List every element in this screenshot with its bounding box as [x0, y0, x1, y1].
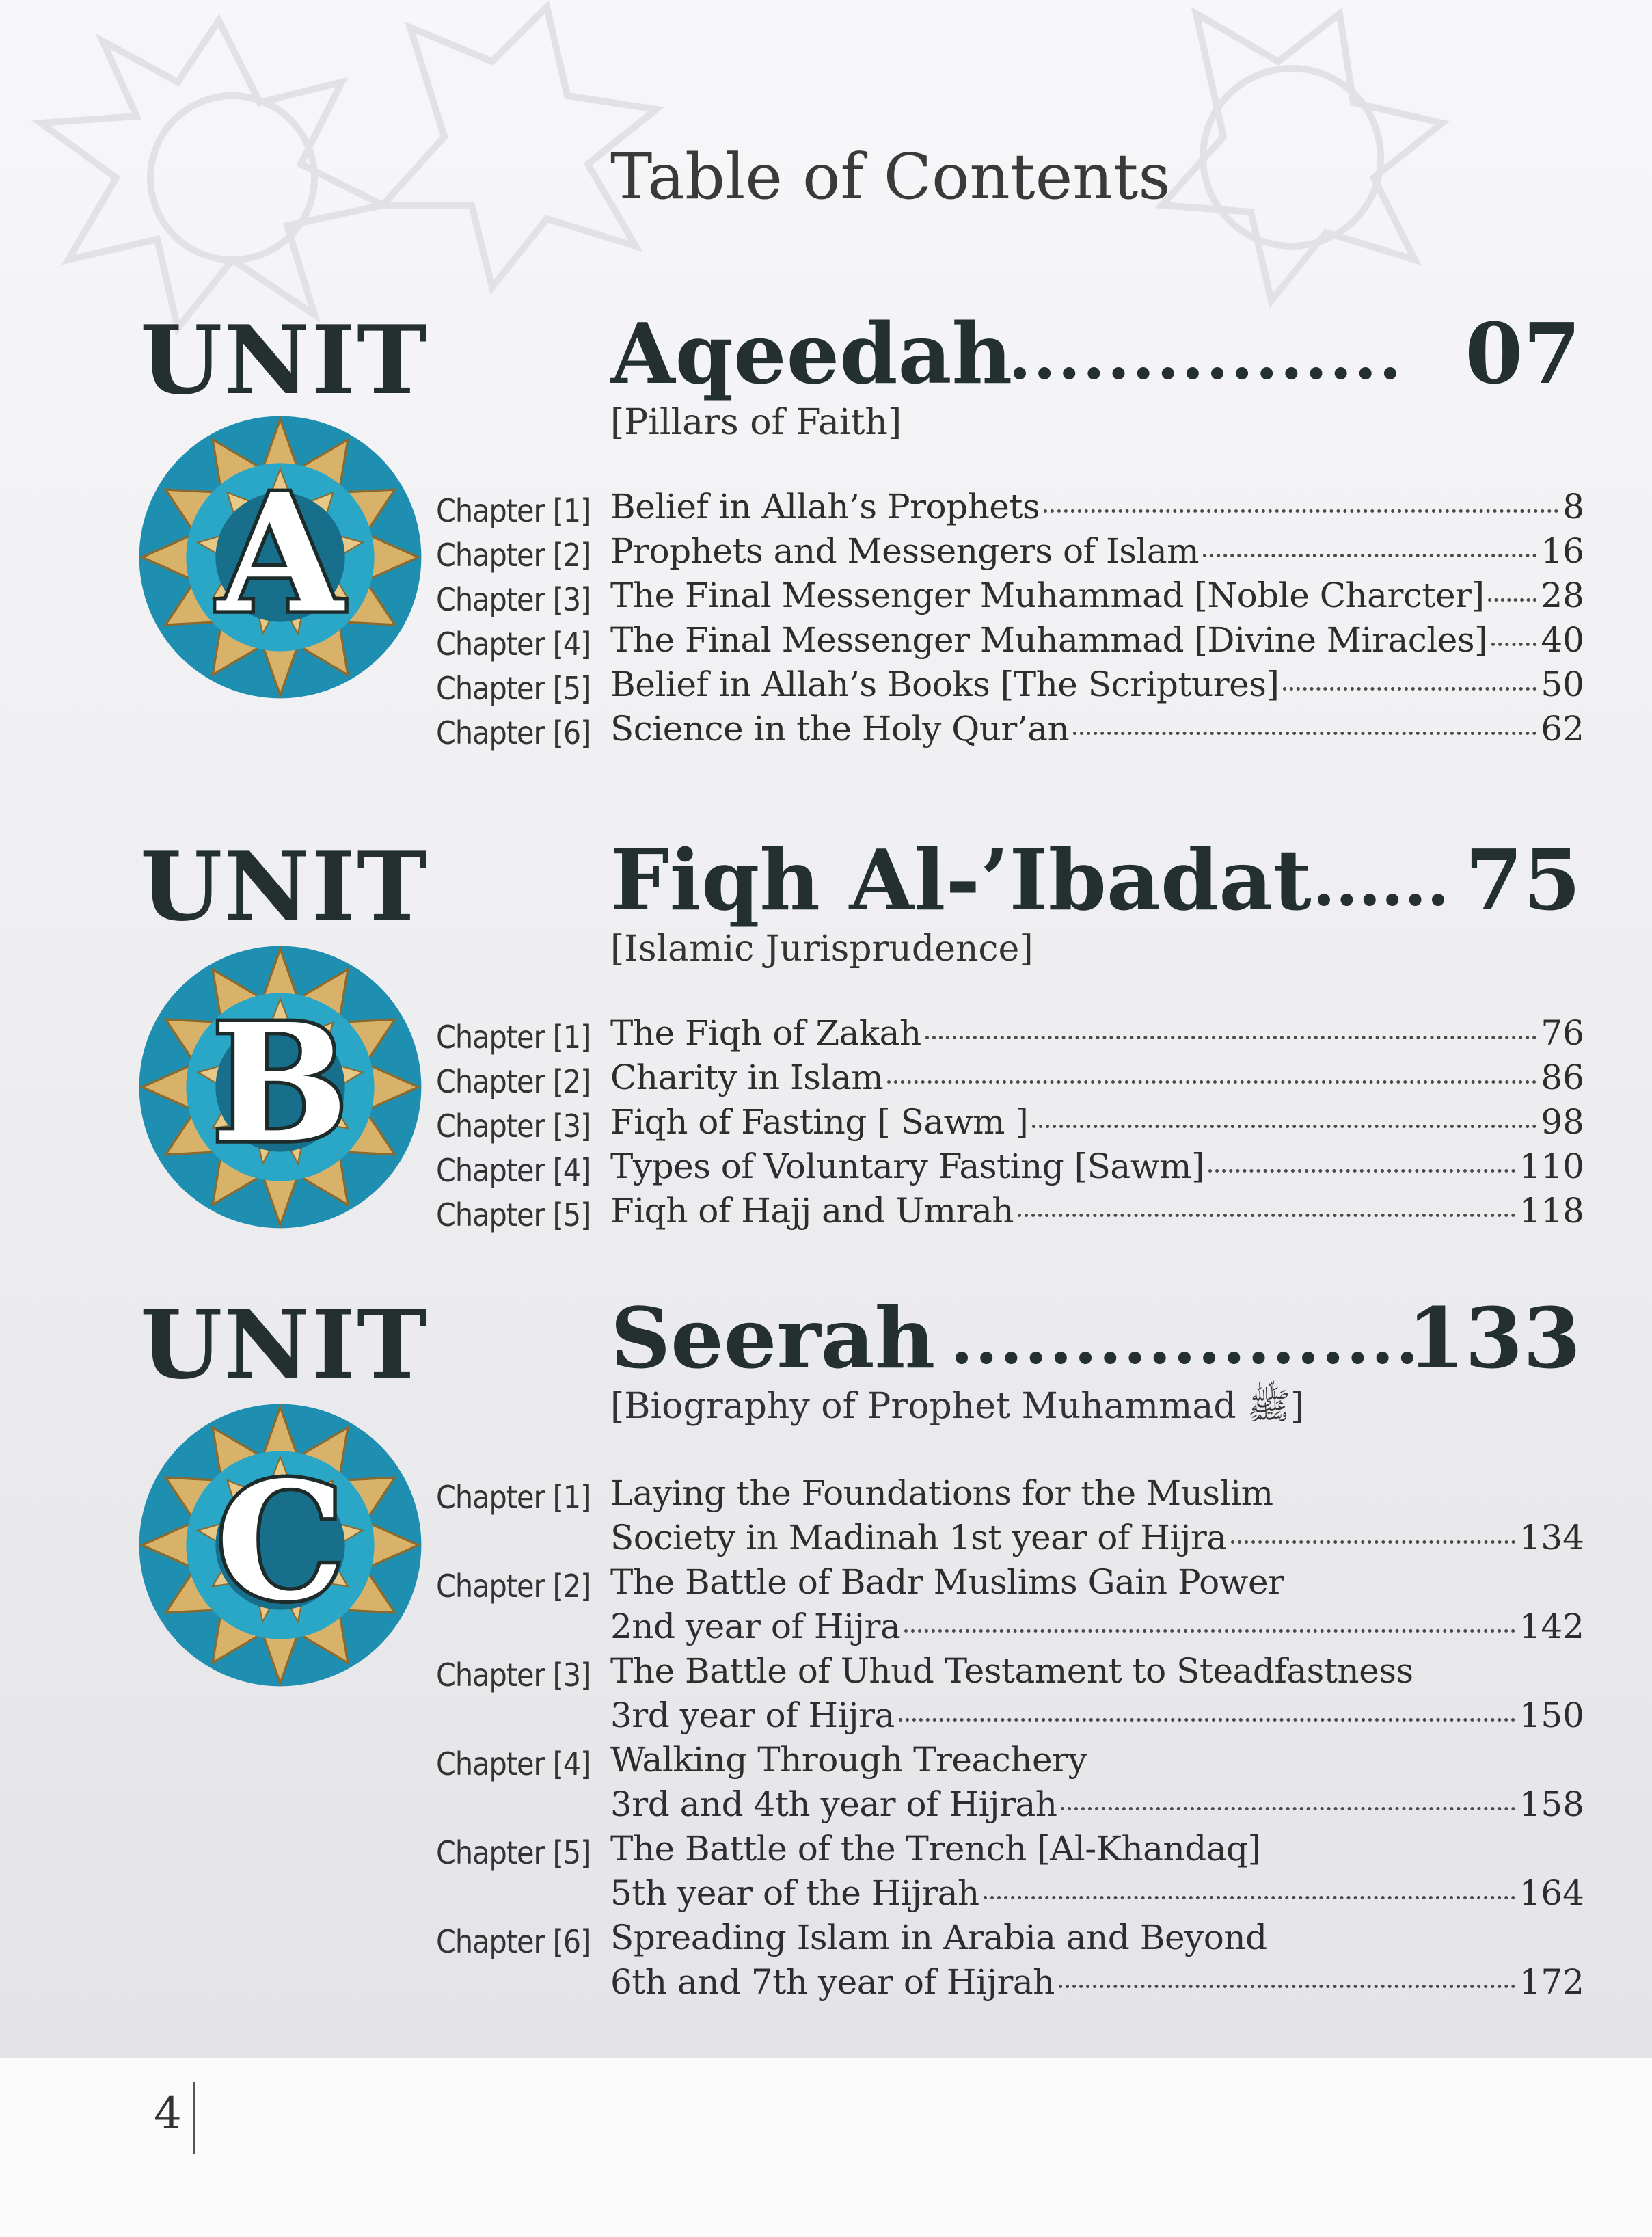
unit-c-subtitle: [Biography of Prophet Muhammad ﷺ] — [610, 1386, 1305, 1427]
leader-dots — [1032, 1125, 1536, 1128]
chapter-title: Belief in Allah’s Books [The Scriptures] — [610, 665, 1279, 704]
chapter-label: Chapter [3] — [436, 581, 591, 618]
leader-dots — [1231, 1540, 1515, 1544]
chapter-title: Society in Madinah 1st year of Hijra — [610, 1518, 1227, 1557]
leader-dots — [1208, 1169, 1515, 1173]
chapter-label: Chapter [3] — [436, 1108, 591, 1144]
leader-dots — [904, 1629, 1515, 1633]
leader-dots — [1488, 598, 1536, 602]
chapter-title: 3rd year of Hijra — [610, 1696, 895, 1735]
chapter-title: The Final Messenger Muhammad [Divine Miracles] — [610, 620, 1488, 660]
leader-dots — [1203, 554, 1536, 557]
page-title: Table of Contents — [610, 140, 1171, 213]
chapter-label: Chapter [5] — [436, 1196, 591, 1233]
unit-word-a: UNIT — [140, 304, 429, 416]
unit-b-heading[interactable] — [610, 831, 1581, 929]
unit-b-title: Fiqh Al-’Ibadat — [610, 831, 1312, 929]
unit-b-subtitle: [Islamic Jurisprudence] — [610, 928, 1033, 969]
chapter-label: Chapter [5] — [436, 1834, 591, 1871]
chapter-page: 86 — [1541, 1058, 1584, 1097]
chapter-title: Fiqh of Fasting [ Sawm ] — [610, 1102, 1029, 1142]
toc-entry[interactable] — [610, 1696, 1584, 1739]
unit-b-page: 75 — [1465, 831, 1581, 929]
chapter-label: Chapter [6] — [436, 714, 591, 751]
unit-b-letter: B — [212, 988, 349, 1179]
chapter-title-line1: The Battle of the Trench [Al-Khandaq] — [610, 1829, 1261, 1868]
chapter-title-line1: The Battle of Badr Muslims Gain Power — [610, 1562, 1284, 1602]
chapter-title-line1: Laying the Foundations for the Muslim — [610, 1473, 1273, 1513]
chapter-page: 118 — [1519, 1191, 1584, 1231]
chapter-label: Chapter [4] — [436, 1745, 591, 1782]
footer-band — [0, 2058, 1652, 2237]
unit-c-badge — [133, 1398, 427, 1692]
unit-a-page: 07 — [1465, 304, 1581, 403]
chapter-label: Chapter [2] — [436, 537, 591, 574]
chapter-page: 158 — [1519, 1784, 1584, 1824]
chapter-page: 40 — [1541, 620, 1584, 660]
chapter-page: 76 — [1541, 1013, 1584, 1053]
unit-a-letter: A — [217, 458, 343, 649]
chapter-page: 142 — [1519, 1607, 1584, 1646]
unit-c-leader-dots — [956, 1342, 1413, 1364]
chapter-title: 3rd and 4th year of Hijrah — [610, 1784, 1057, 1824]
leader-dots — [1061, 1807, 1515, 1810]
leader-dots — [1283, 687, 1536, 691]
chapter-title: Belief in Allah’s Prophets — [610, 487, 1040, 526]
chapter-page: 110 — [1519, 1147, 1584, 1186]
toc-entry[interactable] — [610, 576, 1584, 619]
toc-entry[interactable] — [610, 1147, 1584, 1190]
toc-entry[interactable] — [610, 531, 1584, 575]
leader-dots — [1073, 732, 1536, 735]
unit-c-letter: C — [215, 1446, 345, 1637]
chapter-page: 134 — [1519, 1518, 1584, 1557]
leader-dots — [1059, 1985, 1515, 1988]
leader-dots — [1491, 643, 1536, 646]
toc-entry[interactable] — [610, 1518, 1584, 1562]
chapter-page: 50 — [1541, 665, 1584, 704]
chapter-label: Chapter [1] — [436, 1019, 591, 1056]
chapter-label: Chapter [2] — [436, 1568, 591, 1605]
toc-entry[interactable] — [610, 620, 1584, 664]
chapter-page: 16 — [1541, 531, 1584, 571]
unit-a-title: Aqeedah — [610, 304, 1013, 403]
toc-entry[interactable] — [610, 1013, 1584, 1057]
unit-c-heading[interactable] — [610, 1289, 1581, 1387]
chapter-title: 2nd year of Hijra — [610, 1607, 901, 1646]
chapter-title: Science in the Holy Qur’an — [610, 709, 1070, 749]
toc-entry[interactable] — [610, 709, 1584, 753]
chapter-label: Chapter [6] — [436, 1923, 591, 1960]
chapter-label: Chapter [3] — [436, 1657, 591, 1693]
unit-a-heading[interactable] — [610, 304, 1581, 403]
chapter-label: Chapter [2] — [436, 1063, 591, 1100]
unit-b-leader-dots — [1318, 884, 1444, 906]
chapter-page: 172 — [1519, 1962, 1584, 2002]
chapter-label: Chapter [4] — [436, 626, 591, 662]
chapter-page: 8 — [1562, 487, 1584, 526]
chapter-page: 164 — [1519, 1873, 1584, 1913]
chapter-page: 150 — [1519, 1696, 1584, 1735]
leader-dots — [899, 1718, 1515, 1722]
chapter-label: Chapter [1] — [436, 492, 591, 529]
chapter-title-line1: Spreading Islam in Arabia and Beyond — [610, 1918, 1267, 1957]
chapter-page: 28 — [1541, 576, 1584, 615]
unit-a-leader-dots — [1014, 358, 1396, 379]
toc-entry[interactable] — [610, 1607, 1584, 1650]
leader-dots — [887, 1080, 1536, 1084]
page-number: 4 — [154, 2089, 182, 2139]
leader-dots — [984, 1896, 1515, 1899]
leader-dots — [1018, 1214, 1515, 1217]
unit-a-subtitle: [Pillars of Faith] — [610, 402, 902, 443]
chapter-title: 5th year of the Hijrah — [610, 1873, 979, 1913]
chapter-title: Charity in Islam — [610, 1058, 884, 1097]
toc-entry[interactable] — [610, 1873, 1584, 1917]
unit-c-page: 133 — [1407, 1289, 1581, 1387]
page-number-rule — [193, 2082, 195, 2154]
chapter-page: 98 — [1541, 1102, 1584, 1142]
chapter-page: 62 — [1541, 709, 1584, 749]
leader-dots — [925, 1036, 1537, 1039]
unit-c-title: Seerah — [610, 1289, 936, 1387]
toc-entry[interactable] — [610, 665, 1584, 708]
unit-word-c: UNIT — [140, 1289, 429, 1400]
toc-entry[interactable] — [610, 1784, 1584, 1828]
leader-dots — [1044, 509, 1558, 513]
chapter-title: 6th and 7th year of Hijrah — [610, 1962, 1055, 2002]
chapter-label: Chapter [4] — [436, 1152, 591, 1189]
toc-entry[interactable] — [610, 1058, 1584, 1101]
unit-b-badge — [133, 940, 427, 1234]
chapter-title: Types of Voluntary Fasting [Sawm] — [610, 1147, 1204, 1186]
chapter-title-line1: Walking Through Treachery — [610, 1740, 1087, 1780]
chapter-title-line1: The Battle of Uhud Testament to Steadfastness — [610, 1651, 1413, 1691]
chapter-title: The Final Messenger Muhammad [Noble Charcter] — [610, 576, 1485, 615]
toc-entry[interactable] — [610, 1102, 1584, 1146]
chapter-label: Chapter [1] — [436, 1479, 591, 1516]
toc-entry[interactable] — [610, 1962, 1584, 2006]
chapter-label: Chapter [5] — [436, 670, 591, 707]
chapter-title: The Fiqh of Zakah — [610, 1013, 921, 1053]
toc-entry[interactable] — [610, 1191, 1584, 1235]
chapter-title: Prophets and Messengers of Islam — [610, 531, 1200, 571]
chapter-title: Fiqh of Hajj and Umrah — [610, 1191, 1014, 1231]
toc-entry[interactable] — [610, 487, 1584, 531]
unit-word-b: UNIT — [140, 831, 429, 942]
unit-a-badge — [133, 410, 427, 704]
